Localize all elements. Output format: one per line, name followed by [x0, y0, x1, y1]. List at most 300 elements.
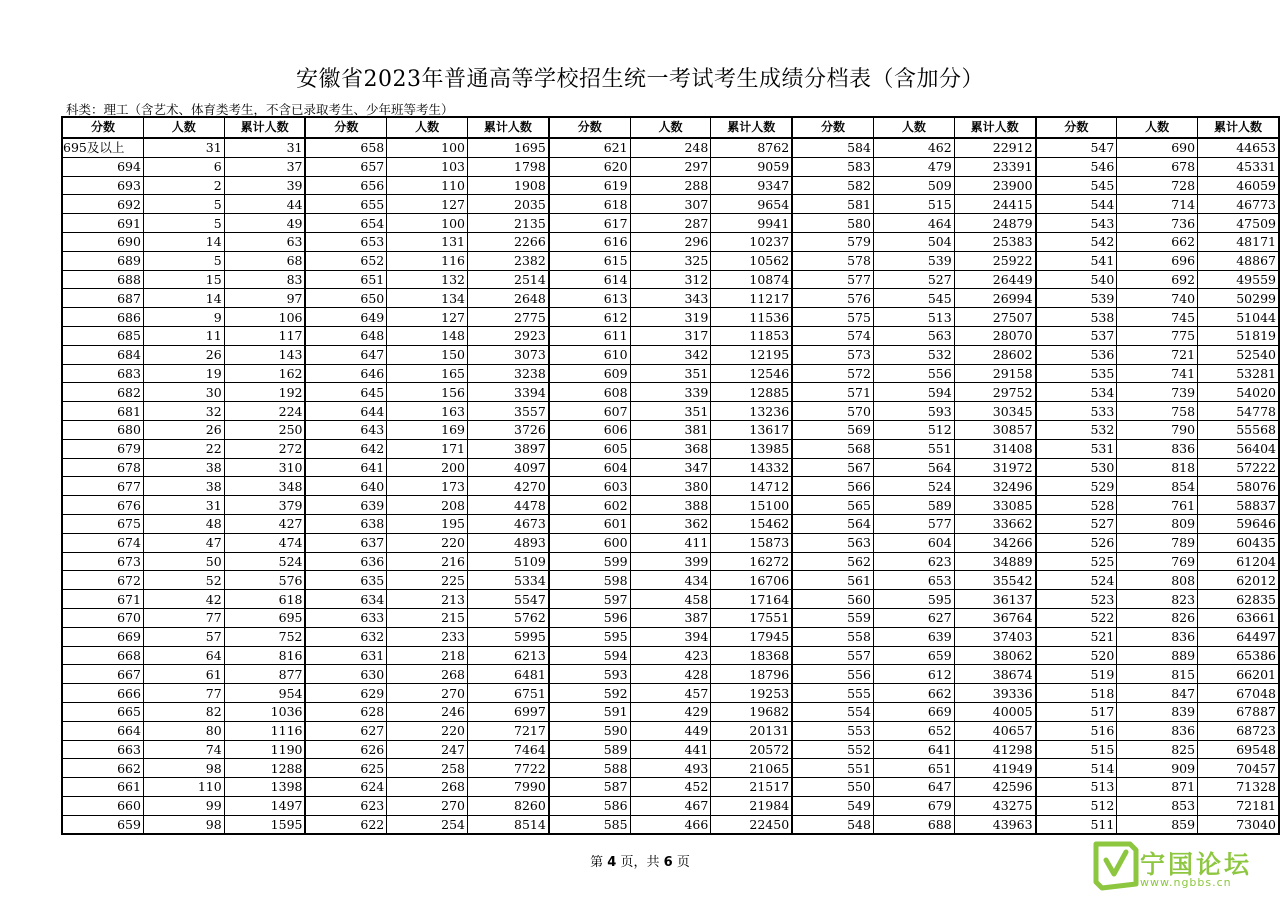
table-cell: 72181 — [1198, 796, 1279, 815]
table-cell: 49 — [224, 214, 305, 233]
table-cell: 649 — [305, 308, 386, 327]
table-cell: 520 — [1036, 646, 1117, 665]
table-cell: 343 — [630, 289, 711, 308]
table-cell: 270 — [387, 684, 468, 703]
table-cell: 12885 — [711, 383, 792, 402]
table-cell: 669 — [62, 627, 143, 646]
table-cell: 131 — [387, 232, 468, 251]
table-cell: 668 — [62, 646, 143, 665]
table-cell: 583 — [792, 157, 873, 176]
table-cell: 270 — [387, 796, 468, 815]
table-cell: 5 — [143, 195, 224, 214]
table-cell: 585 — [549, 815, 630, 834]
table-cell: 654 — [305, 214, 386, 233]
table-cell: 687 — [62, 289, 143, 308]
table-cell: 10237 — [711, 232, 792, 251]
table-cell: 626 — [305, 740, 386, 759]
table-cell: 55568 — [1198, 420, 1279, 439]
table-cell: 536 — [1036, 345, 1117, 364]
table-cell: 551 — [873, 439, 954, 458]
table-cell: 427 — [224, 514, 305, 533]
table-cell: 100 — [387, 138, 468, 157]
table-cell: 2135 — [468, 214, 549, 233]
table-row — [62, 665, 1279, 684]
table-cell: 3726 — [468, 420, 549, 439]
table-cell: 574 — [792, 326, 873, 345]
table-cell: 521 — [1036, 627, 1117, 646]
table-cell: 29158 — [954, 364, 1035, 383]
table-cell: 68723 — [1198, 721, 1279, 740]
table-cell: 752 — [224, 627, 305, 646]
table-cell: 216 — [387, 552, 468, 571]
table-cell: 21517 — [711, 778, 792, 797]
table-cell: 535 — [1036, 364, 1117, 383]
table-cell: 225 — [387, 571, 468, 590]
table-row — [62, 214, 1279, 233]
table-cell: 296 — [630, 232, 711, 251]
table-cell: 552 — [792, 740, 873, 759]
table-cell: 28602 — [954, 345, 1035, 364]
table-cell: 99 — [143, 796, 224, 815]
table-cell: 847 — [1117, 684, 1198, 703]
table-cell: 602 — [549, 496, 630, 515]
table-cell: 564 — [792, 514, 873, 533]
table-cell: 2035 — [468, 195, 549, 214]
table-cell: 632 — [305, 627, 386, 646]
table-cell: 684 — [62, 345, 143, 364]
table-cell: 680 — [62, 420, 143, 439]
table-cell: 524 — [224, 552, 305, 571]
table-cell: 434 — [630, 571, 711, 590]
table-cell: 648 — [305, 326, 386, 345]
table-cell: 368 — [630, 439, 711, 458]
table-cell: 98 — [143, 759, 224, 778]
table-cell: 673 — [62, 552, 143, 571]
table-cell: 268 — [387, 778, 468, 797]
table-cell: 643 — [305, 420, 386, 439]
table-cell: 467 — [630, 796, 711, 815]
table-cell: 637 — [305, 533, 386, 552]
table-cell: 25922 — [954, 251, 1035, 270]
table-cell: 14332 — [711, 458, 792, 477]
table-cell: 57 — [143, 627, 224, 646]
table-cell: 134 — [387, 289, 468, 308]
table-cell: 621 — [549, 138, 630, 157]
table-cell: 37403 — [954, 627, 1035, 646]
table-row — [62, 533, 1279, 552]
table-cell: 42596 — [954, 778, 1035, 797]
table-cell: 653 — [305, 232, 386, 251]
table-cell: 631 — [305, 646, 386, 665]
table-cell: 14712 — [711, 477, 792, 496]
table-cell: 59646 — [1198, 514, 1279, 533]
table-row — [62, 195, 1279, 214]
table-cell: 641 — [873, 740, 954, 759]
table-cell: 569 — [792, 420, 873, 439]
footer-page-number: 4 — [607, 855, 617, 870]
table-cell: 557 — [792, 646, 873, 665]
column-header: 分数 — [305, 117, 386, 138]
table-cell: 539 — [873, 251, 954, 270]
table-cell: 576 — [792, 289, 873, 308]
table-cell: 671 — [62, 590, 143, 609]
table-cell: 658 — [305, 138, 386, 157]
table-cell: 615 — [549, 251, 630, 270]
table-cell: 517 — [1036, 702, 1117, 721]
table-cell: 3238 — [468, 364, 549, 383]
table-cell: 77 — [143, 684, 224, 703]
table-cell: 143 — [224, 345, 305, 364]
table-cell: 679 — [62, 439, 143, 458]
table-cell: 287 — [630, 214, 711, 233]
table-cell: 9654 — [711, 195, 792, 214]
table-cell: 82 — [143, 702, 224, 721]
table-cell: 559 — [792, 608, 873, 627]
table-cell: 588 — [549, 759, 630, 778]
table-cell: 604 — [549, 458, 630, 477]
table-cell: 652 — [873, 721, 954, 740]
table-cell: 70457 — [1198, 759, 1279, 778]
table-cell: 43963 — [954, 815, 1035, 834]
table-cell: 215 — [387, 608, 468, 627]
table-cell: 825 — [1117, 740, 1198, 759]
table-row — [62, 289, 1279, 308]
table-cell: 639 — [305, 496, 386, 515]
column-header: 人数 — [387, 117, 468, 138]
table-cell: 31 — [143, 496, 224, 515]
table-cell: 48171 — [1198, 232, 1279, 251]
table-cell: 640 — [305, 477, 386, 496]
score-table — [61, 116, 1280, 835]
table-cell: 547 — [1036, 138, 1117, 157]
table-cell: 587 — [549, 778, 630, 797]
table-cell: 647 — [305, 345, 386, 364]
table-cell: 568 — [792, 439, 873, 458]
table-cell: 651 — [305, 270, 386, 289]
table-cell: 148 — [387, 326, 468, 345]
table-cell: 150 — [387, 345, 468, 364]
table-cell: 26449 — [954, 270, 1035, 289]
table-cell: 513 — [873, 308, 954, 327]
table-row — [62, 420, 1279, 439]
table-cell: 12195 — [711, 345, 792, 364]
table-cell: 612 — [873, 665, 954, 684]
table-cell: 58837 — [1198, 496, 1279, 515]
table-cell: 545 — [873, 289, 954, 308]
table-cell: 739 — [1117, 383, 1198, 402]
column-header: 累计人数 — [711, 117, 792, 138]
table-cell: 572 — [792, 364, 873, 383]
table-cell: 26 — [143, 345, 224, 364]
table-cell: 512 — [1036, 796, 1117, 815]
table-cell: 8514 — [468, 815, 549, 834]
table-cell: 52 — [143, 571, 224, 590]
table-cell: 548 — [792, 815, 873, 834]
table-cell: 662 — [62, 759, 143, 778]
table-cell: 689 — [62, 251, 143, 270]
table-cell: 2923 — [468, 326, 549, 345]
table-cell: 681 — [62, 402, 143, 421]
table-cell: 619 — [549, 176, 630, 195]
table-cell: 61204 — [1198, 552, 1279, 571]
table-cell: 625 — [305, 759, 386, 778]
table-cell: 7722 — [468, 759, 549, 778]
column-header: 累计人数 — [1198, 117, 1279, 138]
table-cell: 769 — [1117, 552, 1198, 571]
table-cell: 13985 — [711, 439, 792, 458]
table-cell: 10562 — [711, 251, 792, 270]
table-cell: 839 — [1117, 702, 1198, 721]
table-row — [62, 778, 1279, 797]
table-row — [62, 232, 1279, 251]
table-cell: 10874 — [711, 270, 792, 289]
table-cell: 11217 — [711, 289, 792, 308]
table-cell: 659 — [62, 815, 143, 834]
column-header: 人数 — [873, 117, 954, 138]
table-cell: 528 — [1036, 496, 1117, 515]
table-cell: 617 — [549, 214, 630, 233]
table-cell: 441 — [630, 740, 711, 759]
table-row — [62, 477, 1279, 496]
table-cell: 169 — [387, 420, 468, 439]
table-cell: 646 — [305, 364, 386, 383]
table-cell: 775 — [1117, 326, 1198, 345]
table-cell: 17551 — [711, 608, 792, 627]
table-cell: 556 — [792, 665, 873, 684]
table-cell: 127 — [387, 195, 468, 214]
table-row — [62, 552, 1279, 571]
table-cell: 598 — [549, 571, 630, 590]
table-cell: 611 — [549, 326, 630, 345]
table-cell: 213 — [387, 590, 468, 609]
table-cell: 35542 — [954, 571, 1035, 590]
table-cell: 479 — [873, 157, 954, 176]
table-cell: 634 — [305, 590, 386, 609]
table-cell: 381 — [630, 420, 711, 439]
table-cell: 670 — [62, 608, 143, 627]
table-cell: 678 — [1117, 157, 1198, 176]
table-cell: 46059 — [1198, 176, 1279, 195]
table-cell: 6997 — [468, 702, 549, 721]
column-header: 累计人数 — [224, 117, 305, 138]
table-cell: 45331 — [1198, 157, 1279, 176]
table-cell: 653 — [873, 571, 954, 590]
table-row — [62, 345, 1279, 364]
table-cell: 52540 — [1198, 345, 1279, 364]
table-cell: 618 — [224, 590, 305, 609]
table-cell: 246 — [387, 702, 468, 721]
table-row — [62, 402, 1279, 421]
table-cell: 6 — [143, 157, 224, 176]
table-cell: 688 — [873, 815, 954, 834]
table-row — [62, 383, 1279, 402]
table-cell: 533 — [1036, 402, 1117, 421]
table-cell: 173 — [387, 477, 468, 496]
table-cell: 30 — [143, 383, 224, 402]
table-cell: 32 — [143, 402, 224, 421]
table-cell: 669 — [873, 702, 954, 721]
table-cell: 1190 — [224, 740, 305, 759]
table-row — [62, 496, 1279, 515]
table-cell: 27507 — [954, 308, 1035, 327]
table-cell: 601 — [549, 514, 630, 533]
table-cell: 549 — [792, 796, 873, 815]
table-cell: 641 — [305, 458, 386, 477]
table-cell: 676 — [62, 496, 143, 515]
table-cell: 19 — [143, 364, 224, 383]
table-cell: 652 — [305, 251, 386, 270]
table-cell: 647 — [873, 778, 954, 797]
table-cell: 538 — [1036, 308, 1117, 327]
table-cell: 612 — [549, 308, 630, 327]
table-cell: 3897 — [468, 439, 549, 458]
table-cell: 9941 — [711, 214, 792, 233]
table-cell: 65386 — [1198, 646, 1279, 665]
table-cell: 69548 — [1198, 740, 1279, 759]
page-title: 安徽省2023年普通高等学校招生统一考试考生成绩分档表（含加分） — [296, 67, 984, 92]
column-header: 人数 — [1117, 117, 1198, 138]
table-row — [62, 138, 1279, 157]
table-cell: 7464 — [468, 740, 549, 759]
table-row — [62, 514, 1279, 533]
table-cell: 224 — [224, 402, 305, 421]
table-cell: 220 — [387, 721, 468, 740]
table-cell: 64 — [143, 646, 224, 665]
table-cell: 110 — [387, 176, 468, 195]
table-cell: 11853 — [711, 326, 792, 345]
table-cell: 7217 — [468, 721, 549, 740]
table-cell: 677 — [62, 477, 143, 496]
table-cell: 525 — [1036, 552, 1117, 571]
table-cell: 19682 — [711, 702, 792, 721]
table-cell: 4270 — [468, 477, 549, 496]
table-cell: 117 — [224, 326, 305, 345]
table-cell: 9347 — [711, 176, 792, 195]
table-cell: 686 — [62, 308, 143, 327]
table-cell: 15 — [143, 270, 224, 289]
table-cell: 103 — [387, 157, 468, 176]
table-cell: 696 — [1117, 251, 1198, 270]
table-cell: 610 — [549, 345, 630, 364]
table-cell: 4097 — [468, 458, 549, 477]
table-cell: 573 — [792, 345, 873, 364]
table-cell: 584 — [792, 138, 873, 157]
table-cell: 49559 — [1198, 270, 1279, 289]
table-row — [62, 627, 1279, 646]
table-row — [62, 740, 1279, 759]
table-cell: 662 — [873, 684, 954, 703]
table-cell: 50 — [143, 552, 224, 571]
table-cell: 564 — [873, 458, 954, 477]
table-cell: 594 — [873, 383, 954, 402]
table-cell: 30345 — [954, 402, 1035, 421]
column-header: 分数 — [549, 117, 630, 138]
table-cell: 4478 — [468, 496, 549, 515]
table-cell: 628 — [305, 702, 386, 721]
table-cell: 429 — [630, 702, 711, 721]
table-cell: 100 — [387, 214, 468, 233]
table-cell: 683 — [62, 364, 143, 383]
table-cell: 19253 — [711, 684, 792, 703]
table-cell: 362 — [630, 514, 711, 533]
table-cell: 562 — [792, 552, 873, 571]
table-cell: 56404 — [1198, 439, 1279, 458]
table-cell: 23391 — [954, 157, 1035, 176]
table-cell: 529 — [1036, 477, 1117, 496]
table-cell: 609 — [549, 364, 630, 383]
table-cell: 272 — [224, 439, 305, 458]
table-cell: 853 — [1117, 796, 1198, 815]
table-cell: 162 — [224, 364, 305, 383]
table-cell: 34266 — [954, 533, 1035, 552]
table-cell: 68 — [224, 251, 305, 270]
table-cell: 67048 — [1198, 684, 1279, 703]
table-cell: 527 — [1036, 514, 1117, 533]
table-cell: 40005 — [954, 702, 1035, 721]
table-cell: 15100 — [711, 496, 792, 515]
table-cell: 250 — [224, 420, 305, 439]
table-cell: 60435 — [1198, 533, 1279, 552]
table-cell: 688 — [62, 270, 143, 289]
table-cell: 156 — [387, 383, 468, 402]
table-cell: 692 — [62, 195, 143, 214]
table-cell: 462 — [873, 138, 954, 157]
table-cell: 515 — [873, 195, 954, 214]
column-header: 人数 — [630, 117, 711, 138]
table-cell: 514 — [1036, 759, 1117, 778]
table-cell: 504 — [873, 232, 954, 251]
table-row — [62, 364, 1279, 383]
table-cell: 532 — [873, 345, 954, 364]
table-cell: 165 — [387, 364, 468, 383]
table-cell: 530 — [1036, 458, 1117, 477]
table-cell: 519 — [1036, 665, 1117, 684]
table-cell: 51044 — [1198, 308, 1279, 327]
table-cell: 33662 — [954, 514, 1035, 533]
table-cell: 633 — [305, 608, 386, 627]
column-header: 累计人数 — [468, 117, 549, 138]
table-cell: 464 — [873, 214, 954, 233]
table-cell: 3073 — [468, 345, 549, 364]
table-cell: 593 — [873, 402, 954, 421]
table-cell: 247 — [387, 740, 468, 759]
table-cell: 675 — [62, 514, 143, 533]
table-cell: 1036 — [224, 702, 305, 721]
column-header: 分数 — [792, 117, 873, 138]
category-note: 科类：理工（含艺术、体育类考生，不含已录取考生、少年班等考生） — [66, 102, 454, 117]
table-cell: 9059 — [711, 157, 792, 176]
table-cell: 657 — [305, 157, 386, 176]
table-cell: 607 — [549, 402, 630, 421]
table-cell: 233 — [387, 627, 468, 646]
table-cell: 38674 — [954, 665, 1035, 684]
table-cell: 46773 — [1198, 195, 1279, 214]
table-cell: 692 — [1117, 270, 1198, 289]
table-cell: 740 — [1117, 289, 1198, 308]
table-cell: 387 — [630, 608, 711, 627]
table-cell: 741 — [1117, 364, 1198, 383]
table-cell: 623 — [873, 552, 954, 571]
table-cell: 721 — [1117, 345, 1198, 364]
table-cell: 2 — [143, 176, 224, 195]
table-row — [62, 251, 1279, 270]
table-cell: 98 — [143, 815, 224, 834]
table-cell: 600 — [549, 533, 630, 552]
table-cell: 623 — [305, 796, 386, 815]
table-cell: 23900 — [954, 176, 1035, 195]
table-row — [62, 721, 1279, 740]
table-cell: 808 — [1117, 571, 1198, 590]
